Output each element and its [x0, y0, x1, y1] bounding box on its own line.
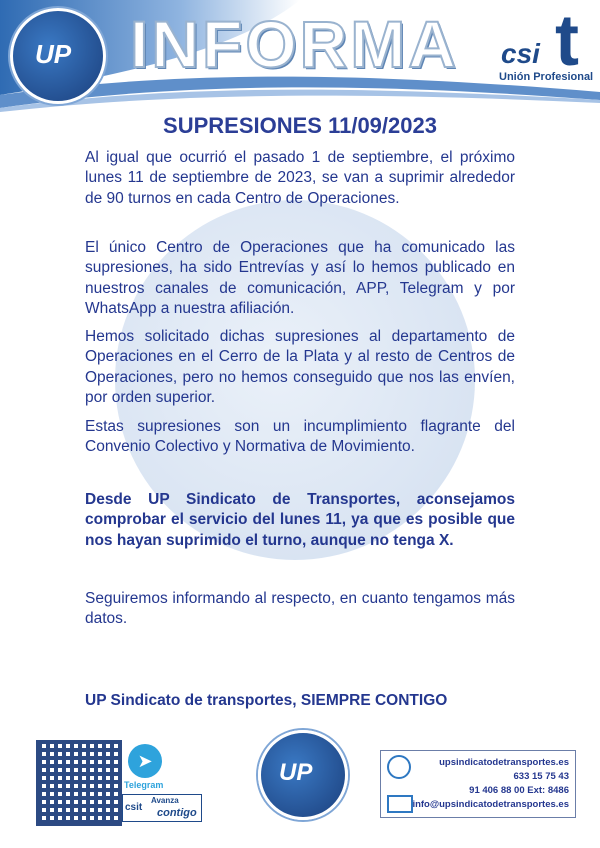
- mail-icon: [387, 795, 413, 813]
- paragraph-closing: Seguiremos informando al respecto, en cuanto tengamos más datos.: [85, 590, 515, 628]
- paragraph-4: Estas supresiones son un incumplimiento flagrante del Convenio Colectivo y Normativa de Movimiento.: [85, 418, 515, 456]
- avanza-contigo-logo: [122, 794, 202, 822]
- page-banner-title: INFORMA: [130, 7, 459, 81]
- document-heading: SUPRESIONES 11/09/2023: [163, 113, 437, 138]
- header-band: [0, 0, 600, 115]
- up-logo: [10, 8, 106, 104]
- contact-phone[interactable]: 633 15 75 43: [513, 771, 569, 782]
- avanza-brand: csit: [125, 802, 143, 813]
- up-logo-text: UP: [35, 39, 72, 69]
- avanza-contigo: contigo: [157, 807, 197, 819]
- signature-line: UP Sindicato de transportes, SIEMPRE CONTIGO: [85, 692, 448, 709]
- csit-logo-t: t: [555, 1, 579, 81]
- footer-up-logo-text: UP: [279, 759, 313, 786]
- avanza-word: Avanza: [151, 796, 179, 805]
- contact-box: [380, 750, 576, 818]
- csit-union-label: Unión Profesional: [499, 71, 594, 83]
- paragraph-3: Hemos solicitado dichas supresiones al departamento de Operaciones en el Cerro de la Plata y al resto de Centros de Operaciones, pero no hemos conseguido que nos las envíen, por orden superior.: [85, 328, 515, 406]
- telegram-label: Telegram: [124, 780, 164, 790]
- csit-logo-cs: csi: [501, 38, 540, 69]
- paragraph-2: El único Centro de Operaciones que ha comunicado las supresiones, ha sido Entrevías y así lo hemos publicado en nuestros canales de comunicación, APP, Telegram y por WhatsApp a nuestra afiliación.: [85, 239, 515, 317]
- telegram-icon[interactable]: ➤: [128, 744, 162, 778]
- footer: [0, 730, 600, 848]
- globe-icon: [387, 755, 411, 779]
- paragraph-1: Al igual que ocurrió el pasado 1 de septiembre, el próximo lunes 11 de septiembre de 2023, se van a suprimir alrededor de 90 turnos en cada Centro de Operaciones.: [85, 149, 515, 207]
- paragraph-advice: Desde UP Sindicato de Transportes, aconsejamos comprobar el servicio del lunes 11, ya que es posible que nos hayan suprimido el turno, aunque no tenga X.: [85, 491, 515, 549]
- contact-telephone[interactable]: 91 406 88 00 Ext: 8486: [469, 785, 569, 796]
- contact-email[interactable]: info@upsindicatodetransportes.es: [412, 799, 569, 810]
- contact-website[interactable]: upsindicatodetransportes.es: [439, 757, 569, 768]
- qr-code-icon[interactable]: [36, 740, 122, 826]
- footer-up-logo: [258, 730, 348, 820]
- csit-logo: [497, 1, 597, 89]
